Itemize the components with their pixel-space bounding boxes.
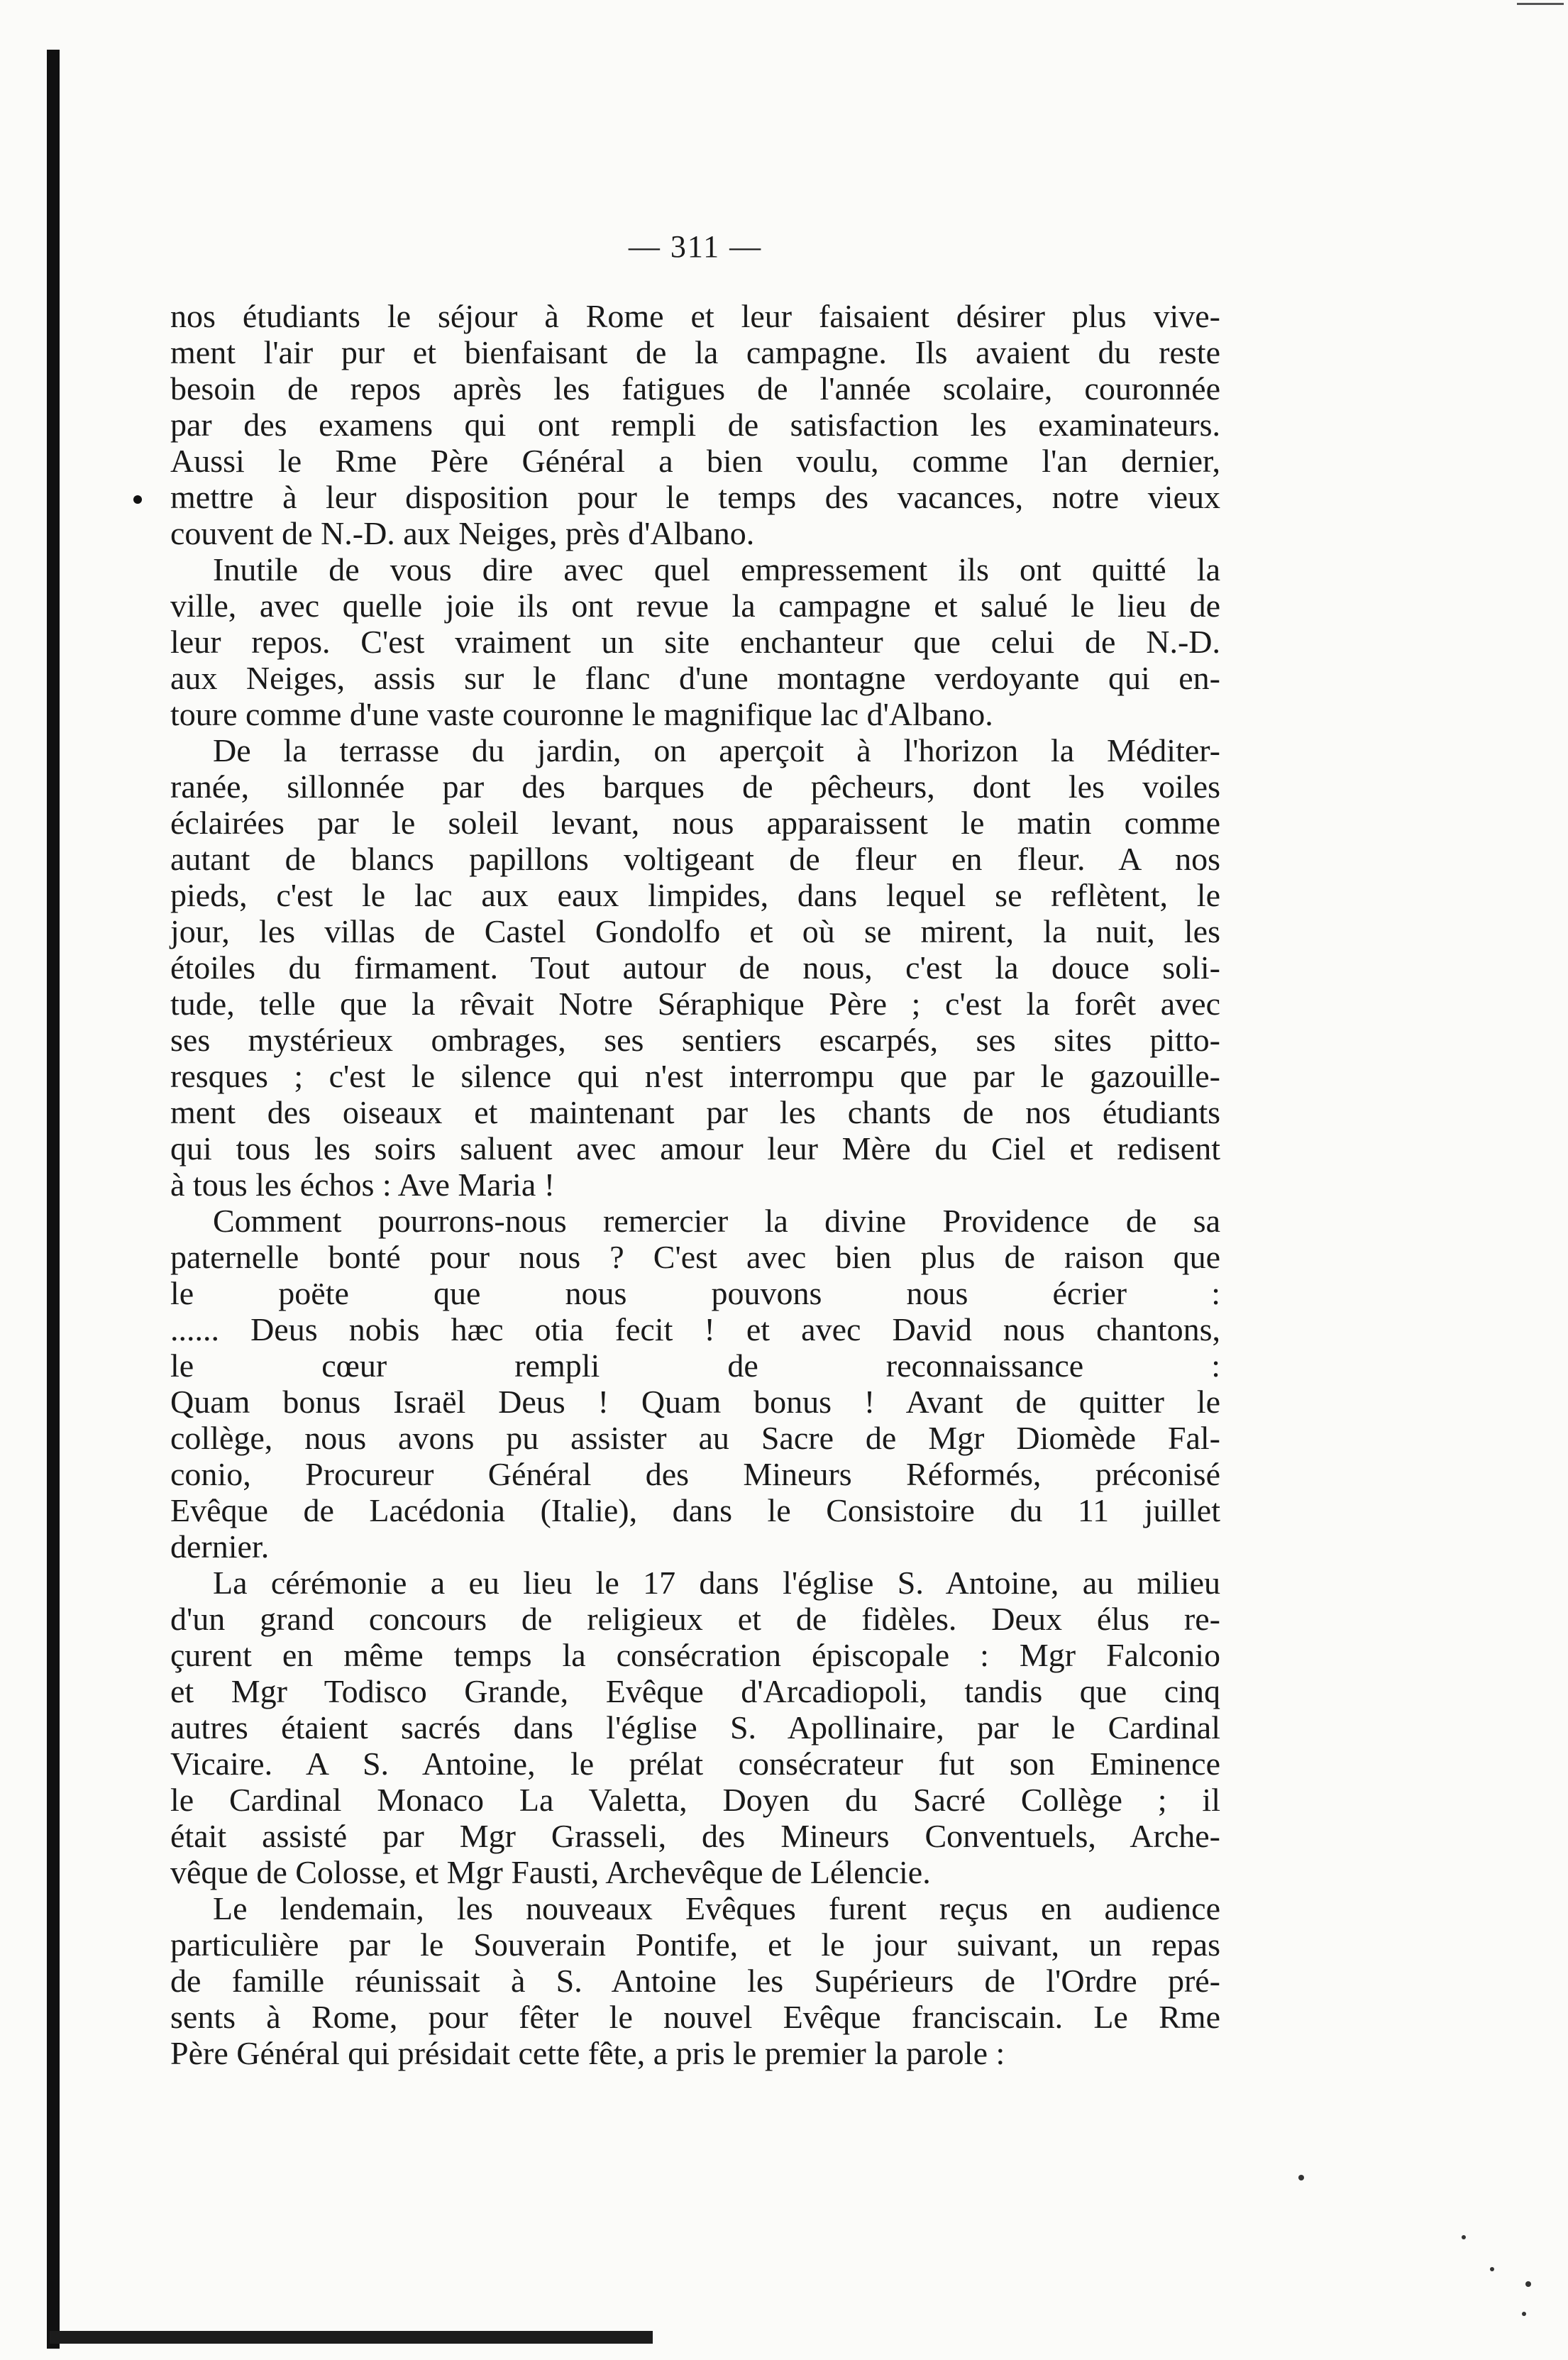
text-line: le cœur rempli de reconnaissance : (170, 1347, 1220, 1384)
text-line: d'un grand concours de religieux et de fidèles. Deux élus re- (170, 1601, 1220, 1637)
text-line: aux Neiges, assis sur le flanc d'une montagne verdoyante qui en- (170, 660, 1220, 696)
text-line: Comment pourrons-nous remercier la divine Providence de sa (213, 1203, 1220, 1239)
paragraph (170, 1565, 1220, 1890)
paragraph (170, 732, 1220, 1203)
text-line: autres étaient sacrés dans l'église S. Apollinaire, par le Cardinal (170, 1709, 1220, 1746)
text-line: ment des oiseaux et maintenant par les chants de nos étudiants (170, 1094, 1220, 1130)
text-line: autant de blancs papillons voltigeant de fleur en fleur. A nos (170, 841, 1220, 877)
text-line: ses mystérieux ombrages, ses sentiers escarpés, ses sites pitto- (170, 1022, 1220, 1058)
text-line: nos étudiants le séjour à Rome et leur faisaient désirer plus vive- (170, 298, 1220, 334)
corner-mark (1517, 3, 1564, 5)
text-line: vêque de Colosse, et Mgr Fausti, Archevêque de Lélencie. (170, 1854, 931, 1890)
text-line: besoin de repos après les fatigues de l'année scolaire, couronnée (170, 370, 1220, 407)
text-line: Inutile de vous dire avec quel empressement ils ont quitté la (213, 551, 1220, 588)
text-line: paternelle bonté pour nous ? C'est avec bien plus de raison que (170, 1239, 1220, 1275)
text-line: leur repos. C'est vraiment un site enchanteur que celui de N.-D. (170, 624, 1220, 660)
body-text (170, 298, 1220, 2071)
text-line: ...... Deus nobis hæc otia fecit ! et avec David nous chantons, (170, 1311, 1220, 1347)
paragraph (170, 1203, 1220, 1565)
page-number: — 311 — (628, 229, 763, 264)
text-line: De la terrasse du jardin, on aperçoit à l'horizon la Méditer- (213, 732, 1220, 768)
text-line: Quam bonus Israël Deus ! Quam bonus ! Avant de quitter le (170, 1384, 1220, 1420)
text-line: à tous les échos : Ave Maria ! (170, 1167, 556, 1203)
text-line: était assisté par Mgr Grasseli, des Mineurs Conventuels, Arche- (170, 1818, 1220, 1854)
text-line: sents à Rome, pour fêter le nouvel Evêque franciscain. Le Rme (170, 1999, 1220, 2035)
text-line: qui tous les soirs saluent avec amour leur Mère du Ciel et redisent (170, 1130, 1220, 1167)
text-line: Aussi le Rme Père Général a bien voulu, comme l'an dernier, (170, 443, 1220, 479)
text-line: le poëte que nous pouvons nous écrier : (170, 1275, 1220, 1311)
paragraph (170, 298, 1220, 551)
text-line: toure comme d'une vaste couronne le magnifique lac d'Albano. (170, 696, 993, 732)
bottom-scan-rule (50, 2331, 653, 2344)
text-line: Père Général qui présidait cette fête, a pris le premier la parole : (170, 2035, 1005, 2071)
text-line: Le lendemain, les nouveaux Evêques furent reçus en audience (213, 1890, 1220, 1926)
text-line: jour, les villas de Castel Gondolfo et où se mirent, la nuit, les (170, 913, 1220, 949)
margin-dot (133, 495, 142, 504)
text-line: dernier. (170, 1528, 270, 1565)
text-line: couvent de N.-D. aux Neiges, près d'Albano. (170, 515, 755, 551)
text-line: de famille réunissait à S. Antoine les Supérieurs de l'Ordre pré- (170, 1963, 1220, 1999)
text-line: Vicaire. A S. Antoine, le prélat consécrateur fut son Eminence (170, 1746, 1220, 1782)
text-line: La cérémonie a eu lieu le 17 dans l'église S. Antoine, au milieu (213, 1565, 1220, 1601)
text-line: resques ; c'est le silence qui n'est interrompu que par le gazouille- (170, 1058, 1220, 1094)
text-line: le Cardinal Monaco La Valetta, Doyen du Sacré Collège ; il (170, 1782, 1220, 1818)
text-line: particulière par le Souverain Pontife, et le jour suivant, un repas (170, 1926, 1220, 1963)
text-line: ville, avec quelle joie ils ont revue la campagne et salué le lieu de (170, 588, 1220, 624)
text-line: Evêque de Lacédonia (Italie), dans le Consistoire du 11 juillet (170, 1492, 1220, 1528)
binding-edge-bar (47, 50, 60, 2349)
text-line: ment l'air pur et bienfaisant de la campagne. Ils avaient du reste (170, 334, 1220, 370)
text-line: çurent en même temps la consécration épiscopale : Mgr Falconio (170, 1637, 1220, 1673)
paragraph (170, 1890, 1220, 2071)
text-line: et Mgr Todisco Grande, Evêque d'Arcadiopoli, tandis que cinq (170, 1673, 1220, 1709)
text-line: conio, Procureur Général des Mineurs Réformés, préconisé (170, 1456, 1220, 1492)
text-line: par des examens qui ont rempli de satisfaction les examinateurs. (170, 407, 1220, 443)
paragraph (170, 551, 1220, 732)
text-line: pieds, c'est le lac aux eaux limpides, dans lequel se reflètent, le (170, 877, 1220, 913)
text-line: éclairées par le soleil levant, nous apparaissent le matin comme (170, 805, 1220, 841)
text-line: étoiles du firmament. Tout autour de nous, c'est la douce soli- (170, 949, 1220, 986)
text-line: tude, telle que la rêvait Notre Séraphique Père ; c'est la forêt avec (170, 986, 1220, 1022)
text-line: mettre à leur disposition pour le temps des vacances, notre vieux (170, 479, 1220, 515)
text-line: ranée, sillonnée par des barques de pêcheurs, dont les voiles (170, 768, 1220, 805)
text-line: collège, nous avons pu assister au Sacre de Mgr Diomède Fal- (170, 1420, 1220, 1456)
